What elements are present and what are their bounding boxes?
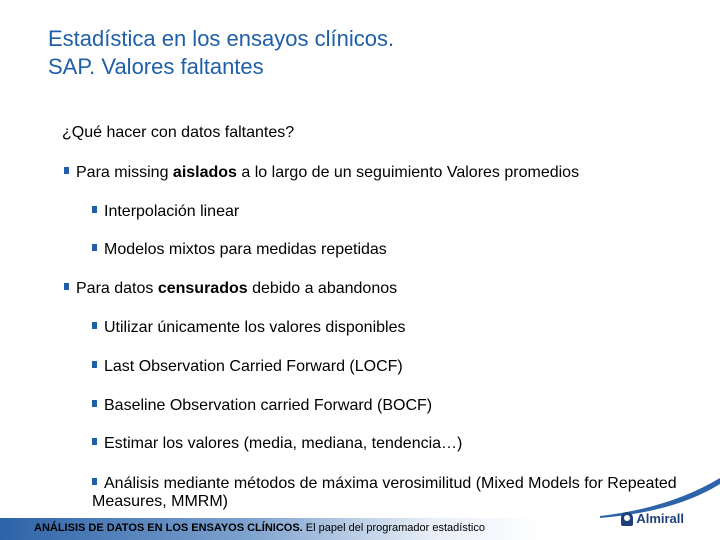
- bullet-text: a lo largo de un seguimiento Valores promedios: [236, 164, 580, 181]
- question-heading: ¿Qué hacer con datos faltantes?: [62, 124, 295, 141]
- sub-bullet: [92, 397, 432, 415]
- footer-normal-text: El papel del programador estadístico: [302, 522, 485, 534]
- sub-bullet-text: Last Observation Carried Forward (LOCF): [104, 358, 403, 375]
- logo-text: Almirall: [636, 511, 684, 526]
- sub-bullet: [92, 241, 387, 259]
- sub-bullet-text: Utilizar únicamente los valores disponibles: [104, 319, 406, 336]
- sub-bullet-text: Interpolación linear: [104, 203, 240, 220]
- bullet-square-icon: [92, 400, 97, 407]
- sub-bullet-text: Análisis mediante métodos de máxima verosimilitud (Mixed Models for Repeated Measures, MMRM): [92, 475, 677, 510]
- sub-bullet: [92, 358, 403, 376]
- bullet-text: Para datos: [76, 280, 158, 297]
- footer-text: [34, 522, 485, 534]
- sub-bullet-text: Estimar los valores (media, mediana, tendencia…): [104, 435, 463, 452]
- bullet-square-icon: [92, 244, 97, 251]
- footer-bold-text: ANÁLISIS DE DATOS EN LOS ENSAYOS CLÍNICOS.: [34, 522, 303, 534]
- title-line-1: Estadística en los ensayos clínicos.: [48, 26, 395, 51]
- sub-bullet: [92, 319, 405, 337]
- sub-bullet: [92, 475, 682, 511]
- bullet-bold-text: censurados: [157, 280, 248, 297]
- sub-bullet-text: Modelos mixtos para medidas repetidas: [104, 241, 387, 258]
- bullet-square-icon: [92, 438, 97, 445]
- bullet-square-icon: [92, 206, 97, 213]
- bullet-square-icon: [64, 167, 69, 174]
- sub-bullet: [92, 203, 239, 221]
- bullet-square-icon: [92, 322, 97, 329]
- bullet-censurados: [64, 280, 397, 298]
- bullet-square-icon: [92, 361, 97, 368]
- almirall-logo-icon: [621, 512, 633, 526]
- sub-bullet: [92, 435, 462, 453]
- slide-title: [48, 25, 394, 81]
- title-line-2: SAP. Valores faltantes: [48, 54, 264, 79]
- bullet-bold-text: aislados: [172, 164, 237, 181]
- bullet-text: debido a abandonos: [247, 280, 398, 297]
- almirall-logo: [621, 511, 684, 526]
- bullet-square-icon: [64, 283, 69, 290]
- bullet-aislados: [64, 164, 579, 182]
- bullet-text: Para missing: [76, 164, 173, 181]
- sub-bullet-text: Baseline Observation carried Forward (BOCF): [104, 397, 433, 414]
- bullet-square-icon: [92, 478, 97, 485]
